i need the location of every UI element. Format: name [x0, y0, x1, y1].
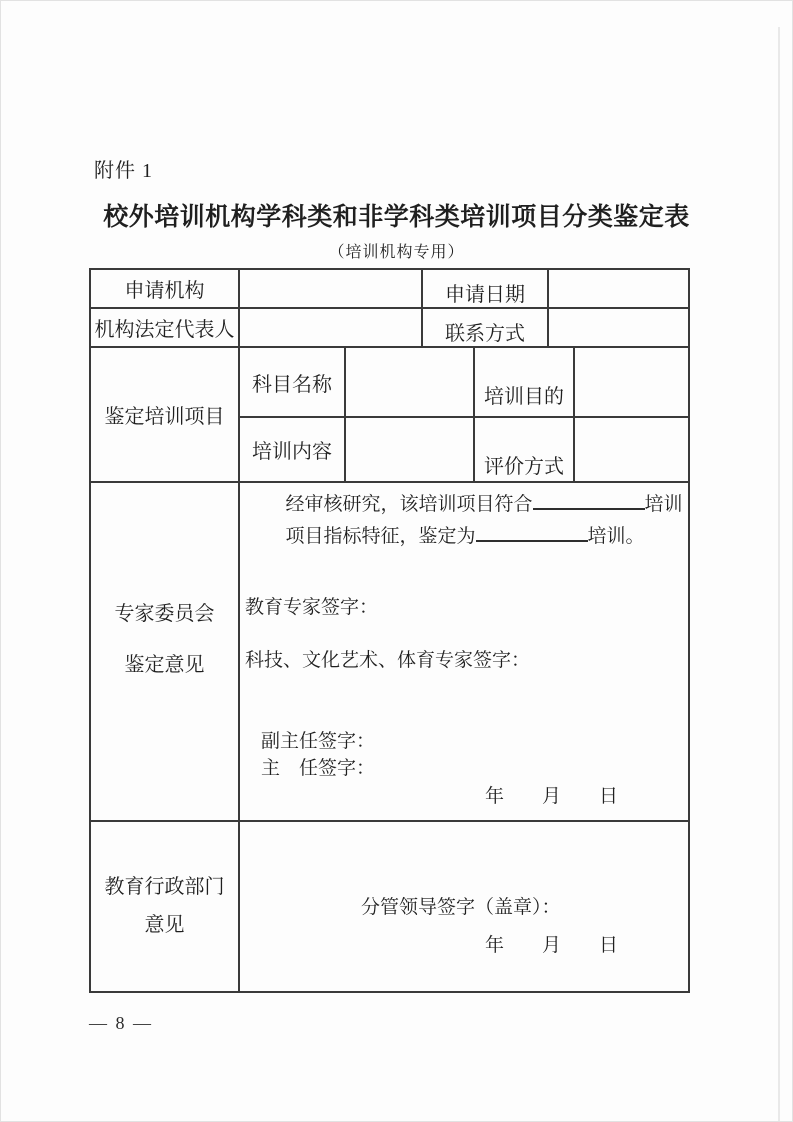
representative-label: 机构法定代表人 [90, 308, 239, 347]
application-date-label: 申请日期 [422, 269, 548, 308]
statement-line2-prefix: 项目指标特征，鉴定为 [285, 526, 476, 547]
leader-signature-label: 分管领导签字（盖章）： [361, 897, 561, 918]
statement-line2-suffix: 培训。 [587, 526, 645, 547]
document-title: 校外培训机构学科类和非学科类培训项目分类鉴定表 [103, 204, 690, 231]
contact-label: 联系方式 [422, 308, 548, 347]
admin-department-label [90, 821, 239, 992]
training-purpose-label: 培训目的 [474, 347, 574, 417]
expert-statement-line1 [245, 489, 685, 521]
training-content-label: 培训内容 [239, 417, 345, 482]
expert-committee-label [90, 482, 239, 821]
expert-opinion-cell [239, 482, 689, 821]
project-section-label: 鉴定培训项目 [90, 347, 239, 482]
contact-value-cell [548, 308, 689, 347]
evaluation-method-label: 评价方式 [474, 417, 574, 482]
admin-department-label-line1: 教育行政部门 [104, 876, 225, 898]
applicant-label: 申请机构 [90, 269, 239, 308]
expert-statement [245, 489, 685, 553]
director-signature-label: 主 任签字： [261, 758, 376, 779]
education-expert-signature-label: 教育专家签字： [245, 597, 379, 618]
training-content-value-cell [345, 417, 474, 482]
subject-name-value-cell [345, 347, 474, 417]
admin-opinion-cell [239, 821, 689, 992]
expert-committee-label-line2: 鉴定意见 [124, 653, 205, 676]
statement-line1-prefix: 经审核研究，该培训项目符合 [285, 494, 533, 515]
admin-date-placeholder: 年 月 日 [485, 935, 619, 956]
expert-committee-label-line1: 专家委员会 [114, 602, 215, 625]
statement-line1-suffix: 培训 [644, 494, 683, 515]
document-subtitle: （培训机构专用） [328, 244, 465, 261]
application-date-value-cell [548, 269, 689, 308]
representative-value-cell [239, 308, 422, 347]
attachment-label: 附件 1 [94, 160, 153, 182]
expert-date-placeholder: 年 月 日 [485, 786, 619, 807]
statement-blank-2-underline [476, 522, 588, 542]
other-expert-signature-label: 科技、文化艺术、体育专家签字： [245, 650, 531, 671]
evaluation-method-value-cell [574, 417, 689, 482]
scan-edge-line [778, 27, 780, 1121]
page-number: — 8 — [89, 1013, 153, 1033]
applicant-value-cell [239, 269, 422, 308]
training-purpose-value-cell [574, 347, 689, 417]
form-table [89, 268, 690, 993]
expert-statement-line2 [245, 521, 685, 553]
deputy-director-signature-label: 副主任签字： [261, 731, 376, 752]
subject-name-label: 科目名称 [239, 347, 345, 417]
statement-blank-1-underline [533, 490, 645, 510]
admin-department-label-line2: 意见 [144, 914, 185, 936]
